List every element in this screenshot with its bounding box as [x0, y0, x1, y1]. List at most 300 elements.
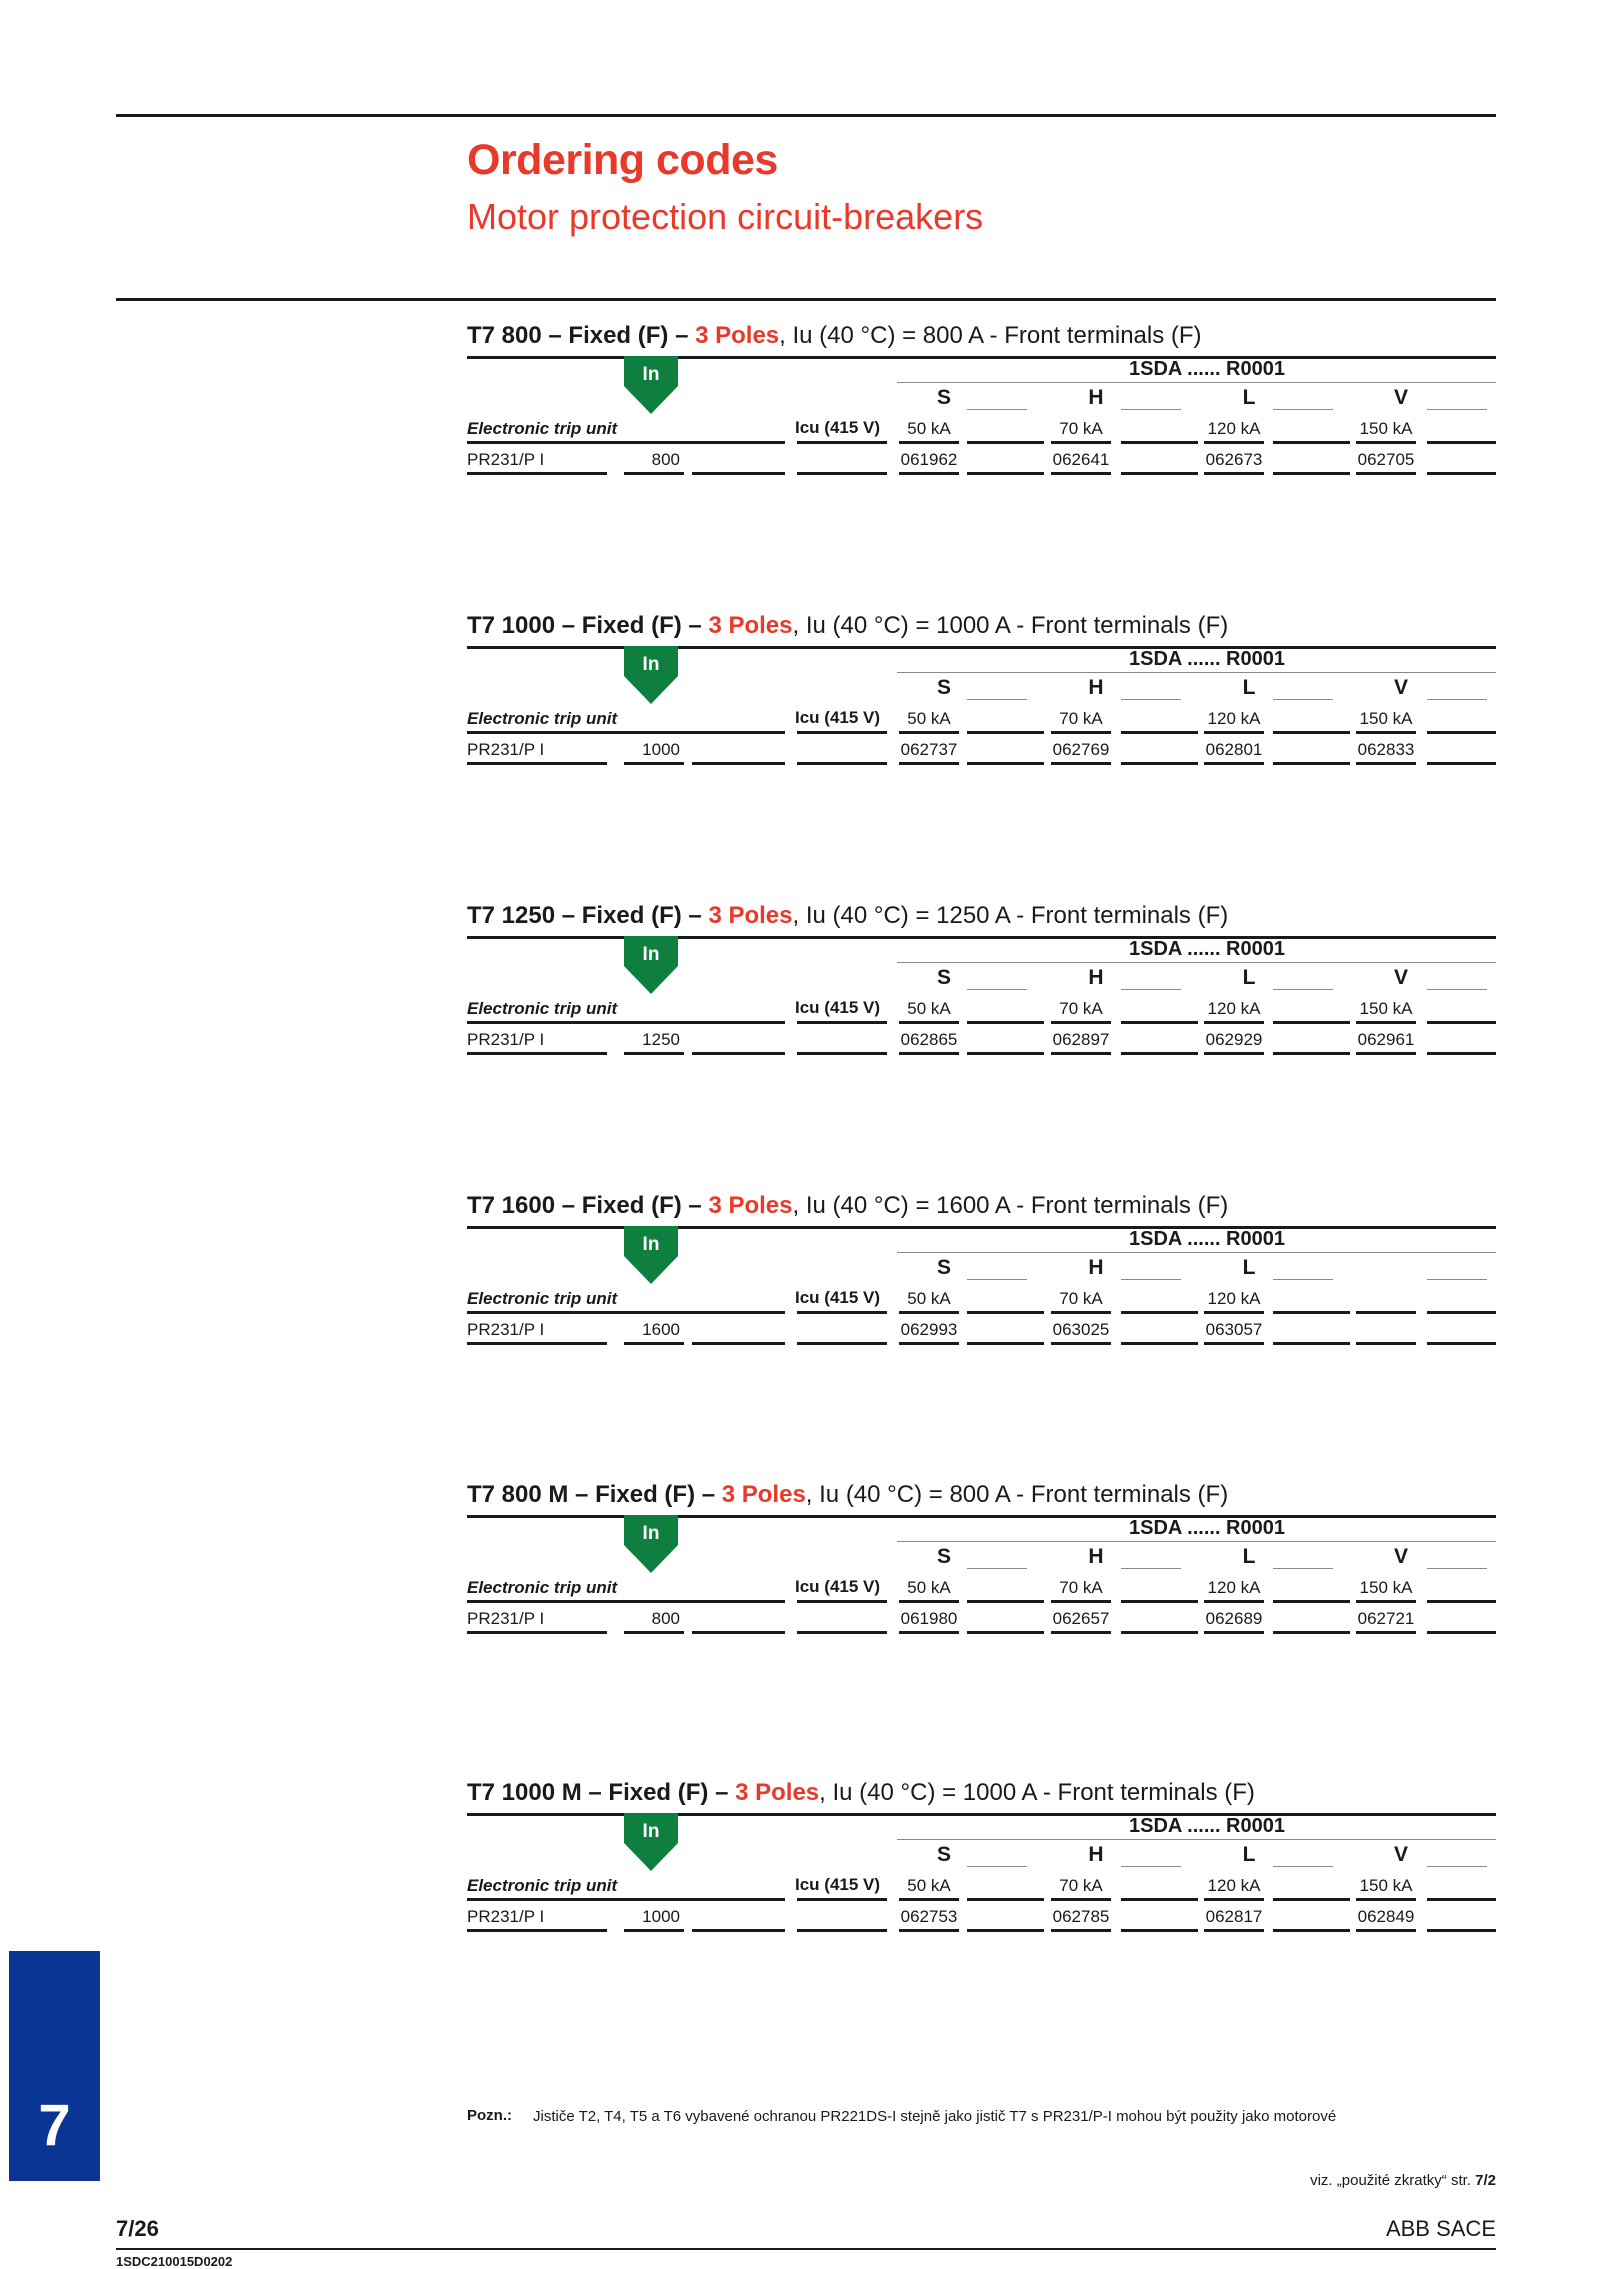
- data-row-rule: [467, 472, 607, 475]
- version-header: H: [1088, 676, 1104, 699]
- code-prefix-header: 1SDA ...... R0001: [1129, 1815, 1285, 1837]
- data-row-rule: [899, 762, 959, 765]
- breaking-capacity: 50 kA: [907, 1578, 951, 1597]
- label-row-rule: [967, 1021, 1044, 1024]
- page-subtitle: Motor protection circuit-breakers: [467, 196, 984, 237]
- code-header-rule: [897, 382, 1496, 383]
- in-badge: [624, 1226, 678, 1284]
- ordering-code: 062705: [1357, 450, 1415, 469]
- breaking-capacity: 150 kA: [1359, 709, 1413, 728]
- table-top-rule: [467, 356, 1496, 359]
- in-badge-label: In: [642, 654, 660, 675]
- trip-unit-label: Electronic trip unit: [467, 999, 618, 1018]
- code-prefix-header: 1SDA ...... R0001: [1129, 648, 1285, 670]
- version-header: S: [936, 1843, 951, 1866]
- data-row-rule: [1051, 762, 1111, 765]
- in-badge: [624, 936, 678, 994]
- label-row-rule: [1121, 731, 1198, 734]
- icu-label: Icu (415 V): [795, 418, 881, 437]
- version-separator-rule: [1273, 1279, 1333, 1280]
- table-title-poles: 3 Poles: [708, 902, 793, 929]
- table-title-poles: 3 Poles: [735, 1779, 820, 1806]
- data-row-rule: [467, 1631, 607, 1634]
- trip-unit-name: PR231/P I: [467, 1030, 545, 1049]
- version-separator-rule: [1273, 409, 1333, 410]
- data-row-rule: [1273, 1929, 1350, 1932]
- data-row-rule: [624, 472, 684, 475]
- version-separator-rule: [1427, 1866, 1487, 1867]
- table-title-model: T7 1000 M – Fixed (F) –: [467, 1779, 736, 1806]
- ordering-code: 062785: [1052, 1907, 1110, 1926]
- breaking-capacity: 50 kA: [907, 1876, 951, 1895]
- data-row-rule: [967, 1342, 1044, 1345]
- in-badge-label: In: [642, 1234, 660, 1255]
- data-row-rule: [899, 1052, 959, 1055]
- in-badge-label: In: [642, 1821, 660, 1842]
- icu-label: Icu (415 V): [795, 1875, 881, 1894]
- label-row-rule: [1204, 1021, 1264, 1024]
- label-row-rule: [967, 1311, 1044, 1314]
- in-badge: [624, 356, 678, 414]
- data-row-rule: [1121, 1052, 1198, 1055]
- breaking-capacity: 150 kA: [1359, 419, 1413, 438]
- version-separator-rule: [1427, 409, 1487, 410]
- data-row-rule: [624, 762, 684, 765]
- breaking-capacity: 150 kA: [1359, 1876, 1413, 1895]
- ordering-code: 062737: [900, 740, 958, 759]
- label-row-rule: [1356, 1600, 1416, 1603]
- data-row-rule: [467, 762, 607, 765]
- data-row-rule: [797, 1052, 887, 1055]
- code-header-rule: [897, 672, 1496, 673]
- data-row-rule: [1427, 1052, 1496, 1055]
- ordering-code: 062801: [1205, 740, 1263, 759]
- version-header: L: [1242, 1256, 1256, 1279]
- ordering-code: 062833: [1357, 740, 1415, 759]
- label-row-rule: [1356, 731, 1416, 734]
- breaking-capacity: 70 kA: [1059, 1876, 1103, 1895]
- breaking-capacity: 50 kA: [907, 999, 951, 1018]
- label-row-rule: [1051, 1898, 1111, 1901]
- label-row-rule: [797, 441, 887, 444]
- data-row-rule: [1204, 1929, 1264, 1932]
- breaking-capacity: 70 kA: [1059, 709, 1103, 728]
- section-number: 7: [38, 2093, 71, 2158]
- in-badge-label: In: [642, 1523, 660, 1544]
- version-header: H: [1088, 1545, 1104, 1568]
- code-prefix-header: 1SDA ...... R0001: [1129, 938, 1285, 960]
- label-row-rule: [899, 441, 959, 444]
- data-row-rule: [797, 1631, 887, 1634]
- data-row-rule: [1121, 472, 1198, 475]
- code-header-rule: [897, 1252, 1496, 1253]
- trip-unit-label: Electronic trip unit: [467, 1289, 618, 1308]
- table-title: [467, 612, 1228, 640]
- label-row-rule: [1121, 1600, 1198, 1603]
- data-row-rule: [624, 1631, 684, 1634]
- label-row-rule: [467, 441, 785, 444]
- label-row-rule: [1356, 1021, 1416, 1024]
- version-header: S: [936, 966, 951, 989]
- data-row-rule: [1051, 472, 1111, 475]
- reference-page: 7/2: [1475, 2172, 1496, 2189]
- label-row-rule: [899, 1311, 959, 1314]
- label-row-rule: [467, 731, 785, 734]
- label-row-rule: [1356, 1311, 1416, 1314]
- version-separator-rule: [1121, 1866, 1181, 1867]
- ordering-code: 062849: [1357, 1907, 1415, 1926]
- version-separator-rule: [1273, 1866, 1333, 1867]
- rated-current: 800: [651, 1609, 680, 1628]
- label-row-rule: [797, 1600, 887, 1603]
- ordering-code: 062961: [1357, 1030, 1415, 1049]
- table-title-model: T7 800 M – Fixed (F) –: [467, 1481, 722, 1508]
- data-row-rule: [1051, 1929, 1111, 1932]
- label-row-rule: [1356, 441, 1416, 444]
- table-title-rating: , Iu (40 °C) = 800 A - Front terminals (F): [805, 1481, 1229, 1508]
- rated-current: 1250: [642, 1030, 680, 1049]
- label-row-rule: [1273, 1600, 1350, 1603]
- trip-unit-name: PR231/P I: [467, 1609, 545, 1628]
- data-row-rule: [624, 1929, 684, 1932]
- label-row-rule: [1356, 1898, 1416, 1901]
- table-top-rule: [467, 1813, 1496, 1816]
- version-header: S: [936, 676, 951, 699]
- data-row-rule: [1121, 1631, 1198, 1634]
- ordering-code: 062897: [1052, 1030, 1110, 1049]
- data-row-rule: [967, 762, 1044, 765]
- header-top-rule: [116, 114, 1496, 117]
- breaking-capacity: 50 kA: [907, 1289, 951, 1308]
- breaking-capacity: 70 kA: [1059, 1289, 1103, 1308]
- header-bottom-rule: [116, 298, 1496, 301]
- version-header: L: [1242, 966, 1256, 989]
- table-title-rating: , Iu (40 °C) = 1250 A - Front terminals (F): [792, 902, 1229, 929]
- data-row-rule: [967, 1929, 1044, 1932]
- data-row-rule: [624, 1342, 684, 1345]
- version-separator-rule: [967, 699, 1027, 700]
- rated-current: 1000: [642, 1907, 680, 1926]
- data-row-rule: [797, 1342, 887, 1345]
- table-title: [467, 1481, 1228, 1509]
- data-row-rule: [1427, 472, 1496, 475]
- breaking-capacity: 50 kA: [907, 419, 951, 438]
- ordering-table: [467, 1779, 1496, 1949]
- data-row-rule: [1273, 1342, 1350, 1345]
- table-top-rule: [467, 1226, 1496, 1229]
- breaking-capacity: 150 kA: [1359, 1578, 1413, 1597]
- breaking-capacity: 120 kA: [1207, 709, 1261, 728]
- table-top-rule: [467, 1515, 1496, 1518]
- page-title: Ordering codes: [467, 136, 778, 184]
- label-row-rule: [967, 1600, 1044, 1603]
- table-title: [467, 1779, 1255, 1807]
- data-row-rule: [1204, 1342, 1264, 1345]
- data-row-rule: [1204, 1631, 1264, 1634]
- data-row-rule: [1051, 1342, 1111, 1345]
- data-row-rule: [1051, 1631, 1111, 1634]
- ordering-code: 062689: [1205, 1609, 1263, 1628]
- table-title-model: T7 1600 – Fixed (F) –: [467, 1192, 709, 1219]
- data-row-rule: [1427, 1631, 1496, 1634]
- ordering-code: 061980: [900, 1609, 958, 1628]
- code-header-rule: [897, 962, 1496, 963]
- document-id: 1SDC210015D0202: [116, 2254, 233, 2269]
- version-separator-rule: [1121, 989, 1181, 990]
- trip-unit-label: Electronic trip unit: [467, 1876, 618, 1895]
- icu-label: Icu (415 V): [795, 998, 881, 1017]
- label-row-rule: [1051, 1021, 1111, 1024]
- data-row-rule: [1427, 762, 1496, 765]
- code-prefix-header: 1SDA ...... R0001: [1129, 358, 1285, 380]
- version-header: S: [936, 1256, 951, 1279]
- ordering-code: 062657: [1052, 1609, 1110, 1628]
- table-title-rating: , Iu (40 °C) = 1000 A - Front terminals (F): [792, 612, 1229, 639]
- version-separator-rule: [1427, 1279, 1487, 1280]
- ordering-table: [467, 612, 1496, 782]
- in-badge: [624, 646, 678, 704]
- label-row-rule: [1427, 1600, 1496, 1603]
- code-prefix-header: 1SDA ...... R0001: [1129, 1228, 1285, 1250]
- table-title-rating: , Iu (40 °C) = 800 A - Front terminals (F): [779, 322, 1202, 349]
- ordering-code: 062673: [1205, 450, 1263, 469]
- trip-unit-label: Electronic trip unit: [467, 1578, 618, 1597]
- data-row-rule: [1273, 472, 1350, 475]
- breaking-capacity: 120 kA: [1207, 1876, 1261, 1895]
- breaking-capacity: 70 kA: [1059, 419, 1103, 438]
- trip-unit-name: PR231/P I: [467, 450, 545, 469]
- version-header: L: [1242, 676, 1256, 699]
- code-header-rule: [897, 1839, 1496, 1840]
- label-row-rule: [1204, 441, 1264, 444]
- version-separator-rule: [1273, 1568, 1333, 1569]
- in-badge-label: In: [642, 364, 660, 385]
- data-row-rule: [1356, 1929, 1416, 1932]
- table-title: [467, 902, 1228, 930]
- ordering-code: 062769: [1052, 740, 1110, 759]
- ordering-code: 062753: [900, 1907, 958, 1926]
- breaking-capacity: 120 kA: [1207, 1289, 1261, 1308]
- label-row-rule: [1121, 1021, 1198, 1024]
- data-row-rule: [1204, 1052, 1264, 1055]
- data-row-rule: [797, 762, 887, 765]
- data-row-rule: [899, 1342, 959, 1345]
- version-header: H: [1088, 966, 1104, 989]
- label-row-rule: [467, 1600, 785, 1603]
- data-row-rule: [1273, 1052, 1350, 1055]
- table-title-rating: , Iu (40 °C) = 1600 A - Front terminals (F): [792, 1192, 1229, 1219]
- data-row-rule: [1356, 472, 1416, 475]
- data-row-rule: [899, 1929, 959, 1932]
- label-row-rule: [1121, 1311, 1198, 1314]
- version-separator-rule: [1273, 989, 1333, 990]
- version-header: V: [1393, 1545, 1408, 1568]
- label-row-rule: [1204, 731, 1264, 734]
- breaking-capacity: 120 kA: [1207, 419, 1261, 438]
- data-row-rule: [467, 1342, 607, 1345]
- footer-rule: [116, 2248, 1496, 2250]
- data-row-rule: [1356, 762, 1416, 765]
- label-row-rule: [899, 1898, 959, 1901]
- breaking-capacity: 70 kA: [1059, 999, 1103, 1018]
- label-row-rule: [967, 1898, 1044, 1901]
- page-number: 7/26: [116, 2216, 159, 2241]
- label-row-rule: [1051, 731, 1111, 734]
- ordering-table: [467, 1192, 1496, 1362]
- label-row-rule: [899, 731, 959, 734]
- table-top-rule: [467, 936, 1496, 939]
- data-row-rule: [899, 472, 959, 475]
- in-badge: [624, 1515, 678, 1573]
- reference-text: viz. „použité zkratky“ str.: [1310, 2172, 1476, 2189]
- label-row-rule: [1273, 1898, 1350, 1901]
- data-row-rule: [692, 1929, 785, 1932]
- table-top-rule: [467, 646, 1496, 649]
- label-row-rule: [899, 1021, 959, 1024]
- version-separator-rule: [1427, 699, 1487, 700]
- breaking-capacity: 70 kA: [1059, 1578, 1103, 1597]
- version-header: H: [1088, 1843, 1104, 1866]
- ordering-table: [467, 322, 1496, 492]
- data-row-rule: [967, 1052, 1044, 1055]
- label-row-rule: [1051, 1311, 1111, 1314]
- label-row-rule: [1427, 731, 1496, 734]
- label-row-rule: [467, 1898, 785, 1901]
- version-header: V: [1393, 1843, 1408, 1866]
- version-header: L: [1242, 1545, 1256, 1568]
- label-row-rule: [1051, 1600, 1111, 1603]
- label-row-rule: [1121, 441, 1198, 444]
- data-row-rule: [967, 1631, 1044, 1634]
- data-row-rule: [797, 472, 887, 475]
- label-row-rule: [1273, 731, 1350, 734]
- label-row-rule: [1427, 441, 1496, 444]
- version-separator-rule: [1121, 409, 1181, 410]
- label-row-rule: [797, 1021, 887, 1024]
- label-row-rule: [967, 731, 1044, 734]
- version-separator-rule: [967, 1866, 1027, 1867]
- version-header: L: [1242, 1843, 1256, 1866]
- icu-label: Icu (415 V): [795, 1288, 881, 1307]
- label-row-rule: [1204, 1898, 1264, 1901]
- data-row-rule: [1427, 1342, 1496, 1345]
- label-row-rule: [1273, 1021, 1350, 1024]
- data-row-rule: [1356, 1052, 1416, 1055]
- ordering-code: 061962: [900, 450, 958, 469]
- brand-name: ABB SACE: [1385, 2216, 1496, 2241]
- table-title-poles: 3 Poles: [695, 322, 780, 349]
- ordering-code: 062641: [1052, 450, 1110, 469]
- table-title-rating: , Iu (40 °C) = 1000 A - Front terminals (F): [819, 1779, 1255, 1806]
- data-row-rule: [692, 1052, 785, 1055]
- version-header: V: [1393, 966, 1408, 989]
- table-title-poles: 3 Poles: [708, 1192, 793, 1219]
- code-header-rule: [897, 1541, 1496, 1542]
- data-row-rule: [467, 1052, 607, 1055]
- version-separator-rule: [967, 409, 1027, 410]
- data-row-rule: [1356, 1631, 1416, 1634]
- data-row-rule: [797, 1929, 887, 1932]
- footnote-label: Pozn.:: [467, 2107, 512, 2124]
- icu-label: Icu (415 V): [795, 1577, 881, 1596]
- ordering-table: [467, 1481, 1496, 1651]
- data-row-rule: [1204, 472, 1264, 475]
- in-badge-label: In: [642, 944, 660, 965]
- data-row-rule: [692, 472, 785, 475]
- data-row-rule: [967, 472, 1044, 475]
- version-separator-rule: [1121, 1279, 1181, 1280]
- version-separator-rule: [967, 1279, 1027, 1280]
- data-row-rule: [1204, 762, 1264, 765]
- trip-unit-name: PR231/P I: [467, 1320, 545, 1339]
- label-row-rule: [967, 441, 1044, 444]
- ordering-code: 062721: [1357, 1609, 1415, 1628]
- data-row-rule: [1121, 1929, 1198, 1932]
- data-row-rule: [899, 1631, 959, 1634]
- table-title: [467, 1192, 1228, 1220]
- label-row-rule: [1427, 1311, 1496, 1314]
- breaking-capacity: 120 kA: [1207, 1578, 1261, 1597]
- data-row-rule: [1051, 1052, 1111, 1055]
- label-row-rule: [467, 1311, 785, 1314]
- label-row-rule: [1273, 441, 1350, 444]
- version-separator-rule: [967, 989, 1027, 990]
- label-row-rule: [1273, 1311, 1350, 1314]
- label-row-rule: [1204, 1600, 1264, 1603]
- version-header: S: [936, 386, 951, 409]
- version-header: V: [1393, 386, 1408, 409]
- version-header: S: [936, 1545, 951, 1568]
- data-row-rule: [1356, 1342, 1416, 1345]
- abbreviations-reference: [1310, 2172, 1496, 2189]
- trip-unit-name: PR231/P I: [467, 740, 545, 759]
- version-header: V: [1393, 676, 1408, 699]
- data-row-rule: [467, 1929, 607, 1932]
- ordering-code: 062929: [1205, 1030, 1263, 1049]
- data-row-rule: [692, 1342, 785, 1345]
- code-prefix-header: 1SDA ...... R0001: [1129, 1517, 1285, 1539]
- ordering-code: 063057: [1205, 1320, 1263, 1339]
- label-row-rule: [1427, 1021, 1496, 1024]
- table-title-poles: 3 Poles: [708, 612, 793, 639]
- table-title-model: T7 1250 – Fixed (F) –: [467, 902, 709, 929]
- data-row-rule: [1121, 1342, 1198, 1345]
- rated-current: 800: [651, 450, 680, 469]
- breaking-capacity: 120 kA: [1207, 999, 1261, 1018]
- data-row-rule: [692, 762, 785, 765]
- version-separator-rule: [1121, 699, 1181, 700]
- label-row-rule: [797, 1898, 887, 1901]
- breaking-capacity: 150 kA: [1359, 999, 1413, 1018]
- icu-label: Icu (415 V): [795, 708, 881, 727]
- version-separator-rule: [1121, 1568, 1181, 1569]
- ordering-code: 062865: [900, 1030, 958, 1049]
- label-row-rule: [797, 1311, 887, 1314]
- label-row-rule: [1051, 441, 1111, 444]
- trip-unit-label: Electronic trip unit: [467, 419, 618, 438]
- version-header: L: [1242, 386, 1256, 409]
- rated-current: 1000: [642, 740, 680, 759]
- data-row-rule: [1273, 762, 1350, 765]
- data-row-rule: [624, 1052, 684, 1055]
- in-badge: [624, 1813, 678, 1871]
- ordering-code: 063025: [1052, 1320, 1110, 1339]
- table-title-poles: 3 Poles: [721, 1481, 806, 1508]
- version-header: H: [1088, 1256, 1104, 1279]
- table-title: [467, 322, 1202, 350]
- rated-current: 1600: [642, 1320, 680, 1339]
- label-row-rule: [899, 1600, 959, 1603]
